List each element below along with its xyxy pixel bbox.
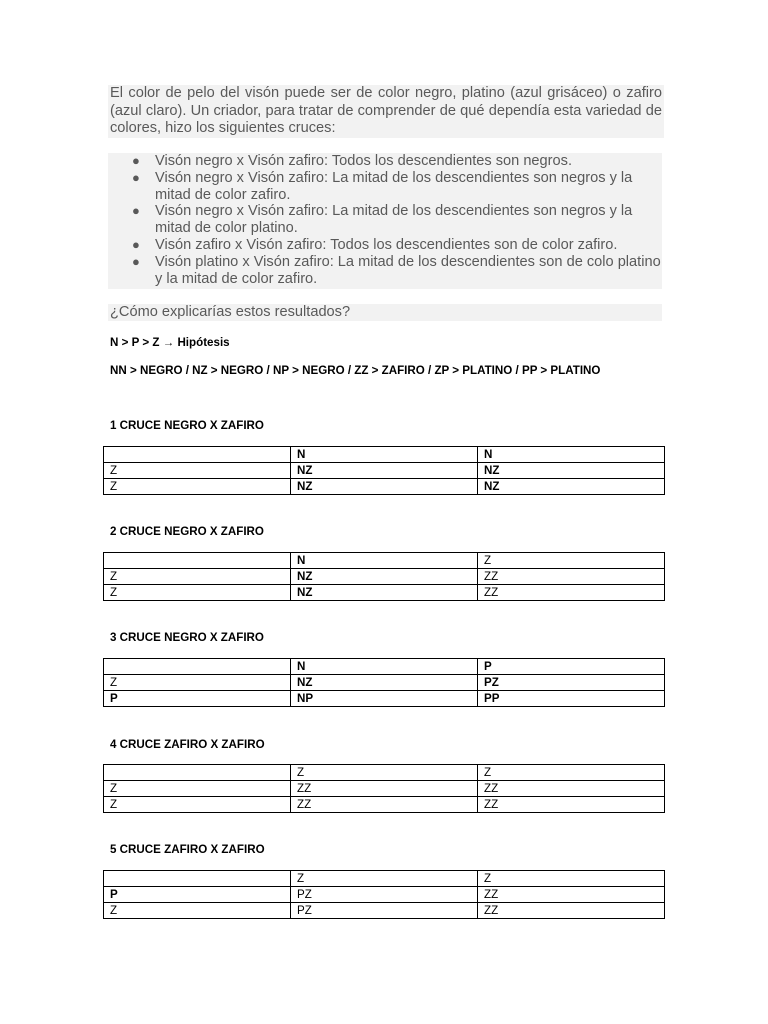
table-cell: NZ <box>291 585 478 601</box>
table-row <box>104 691 665 707</box>
table-cell: ZZ <box>478 585 665 601</box>
table-cell: NZ <box>291 463 478 479</box>
table-cell: Z <box>291 765 478 781</box>
list-item <box>108 237 662 254</box>
table-cell: NZ <box>291 569 478 585</box>
list-item-text: Visón negro x Visón zafiro: Todos los descendientes son negros. <box>155 153 572 169</box>
table-cell: Z <box>478 765 665 781</box>
crosses-list <box>108 153 662 289</box>
table-cell <box>104 553 291 569</box>
genotype-rules-line: NN > NEGRO / NZ > NEGRO / NP > NEGRO / ZZ > ZAFIRO / ZP > PLATINO / PP > PLATINO <box>110 364 601 377</box>
table-cell: PZ <box>291 903 478 919</box>
bullet-icon: ● <box>132 203 140 219</box>
table-cell: N <box>291 659 478 675</box>
table-cell: Z <box>478 553 665 569</box>
bullet-icon: ● <box>132 169 140 185</box>
cross-4-table <box>103 764 665 813</box>
cross-2-table <box>103 552 665 601</box>
intro-paragraph <box>108 85 664 138</box>
table-row <box>104 659 665 675</box>
table-cell: P <box>478 659 665 675</box>
table-cell: ZZ <box>478 781 665 797</box>
table-cell: PZ <box>291 887 478 903</box>
question-text: ¿Cómo explicarías estos resultados? <box>108 304 662 321</box>
table-cell: NZ <box>478 463 665 479</box>
bullet-icon: ● <box>132 236 140 252</box>
table-row <box>104 781 665 797</box>
cross-5-table <box>103 870 665 919</box>
cross-1-title: 1 CRUCE NEGRO X ZAFIRO <box>110 419 264 432</box>
list-item <box>108 254 662 288</box>
table-row <box>104 675 665 691</box>
table-cell: Z <box>104 797 291 813</box>
list-item <box>108 203 662 237</box>
table-cell: Z <box>104 585 291 601</box>
table-cell: Z <box>104 903 291 919</box>
table-row <box>104 553 665 569</box>
table-row <box>104 871 665 887</box>
table-row <box>104 447 665 463</box>
table-cell: N <box>291 447 478 463</box>
table-cell: ZZ <box>478 797 665 813</box>
table-row <box>104 585 665 601</box>
table-row <box>104 479 665 495</box>
table-cell: Z <box>104 463 291 479</box>
table-cell: NP <box>291 691 478 707</box>
bullet-icon: ● <box>132 253 140 269</box>
table-cell: NZ <box>291 675 478 691</box>
table-row <box>104 903 665 919</box>
table-cell: ZZ <box>478 887 665 903</box>
cross-3-table <box>103 658 665 707</box>
table-cell <box>104 659 291 675</box>
list-item-text: Visón platino x Visón zafiro: La mitad de los descendientes son de colo platino y la mitad de color zafiro. <box>155 253 661 287</box>
table-cell: ZZ <box>291 781 478 797</box>
list-item <box>108 153 662 170</box>
cross-1-table <box>103 446 665 495</box>
table-row <box>104 797 665 813</box>
cross-2-title: 2 CRUCE NEGRO X ZAFIRO <box>110 525 264 538</box>
intro-text: El color de pelo del visón puede ser de color negro, platino (azul grisáceo) o zafiro (azul claro). Un criador, para tratar de comprender de qué dependía esta variedad de colores, hizo los siguientes cruces: <box>110 85 662 136</box>
table-row <box>104 765 665 781</box>
table-cell: Z <box>104 569 291 585</box>
table-cell: ZZ <box>478 903 665 919</box>
table-cell: N <box>291 553 478 569</box>
cross-5-title: 5 CRUCE ZAFIRO X ZAFIRO <box>110 843 265 856</box>
table-cell: NZ <box>291 479 478 495</box>
table-cell: PZ <box>478 675 665 691</box>
table-cell: P <box>104 887 291 903</box>
table-cell: PP <box>478 691 665 707</box>
table-cell <box>104 447 291 463</box>
table-row <box>104 569 665 585</box>
list-item <box>108 170 662 204</box>
table-cell: Z <box>104 675 291 691</box>
hypothesis-line: N > P > Z → Hipótesis <box>110 336 230 349</box>
table-cell: Z <box>104 781 291 797</box>
table-cell <box>104 871 291 887</box>
table-cell: Z <box>478 871 665 887</box>
table-cell: N <box>478 447 665 463</box>
table-row <box>104 463 665 479</box>
table-cell <box>104 765 291 781</box>
table-row <box>104 887 665 903</box>
table-cell: NZ <box>478 479 665 495</box>
table-cell: Z <box>291 871 478 887</box>
table-cell: ZZ <box>478 569 665 585</box>
list-item-text: Visón zafiro x Visón zafiro: Todos los descendientes son de color zafiro. <box>155 236 618 253</box>
bullet-icon: ● <box>132 153 140 168</box>
list-item-text: Visón negro x Visón zafiro: La mitad de los descendientes son negros y la mitad de color zafiro. <box>155 169 633 203</box>
table-cell: ZZ <box>291 797 478 813</box>
list-item-text: Visón negro x Visón zafiro: La mitad de los descendientes son negros y la mitad de color platino. <box>155 203 633 237</box>
cross-4-title: 4 CRUCE ZAFIRO X ZAFIRO <box>110 738 265 751</box>
cross-3-title: 3 CRUCE NEGRO X ZAFIRO <box>110 631 264 644</box>
table-cell: P <box>104 691 291 707</box>
table-cell: Z <box>104 479 291 495</box>
